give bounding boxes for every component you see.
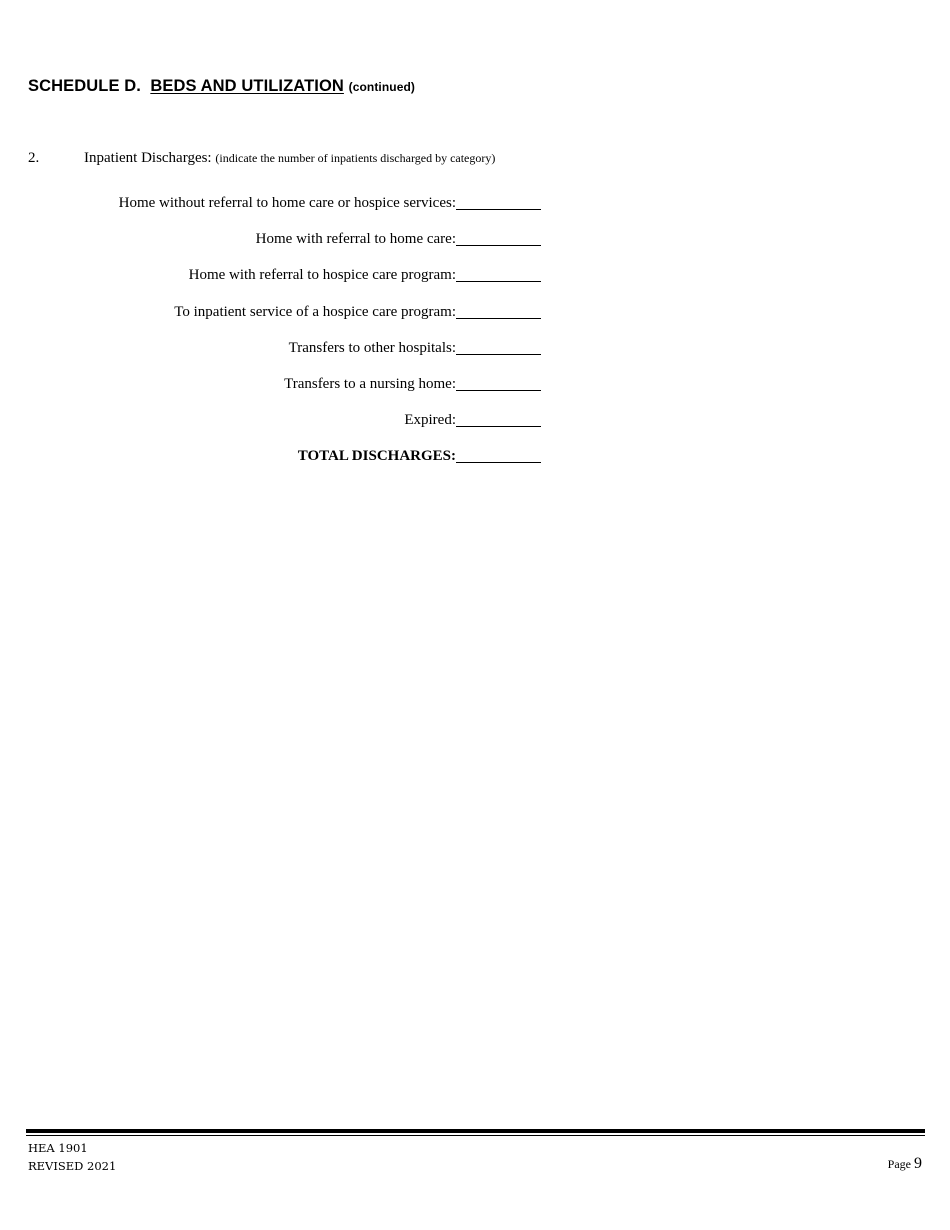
- page-indicator: [888, 1155, 922, 1173]
- discharge-row-hospice-referral: [0, 264, 541, 300]
- item-title-text: Inpatient Discharges:: [84, 150, 212, 166]
- total-discharges-field[interactable]: [456, 445, 541, 463]
- discharge-count-field[interactable]: [456, 373, 541, 391]
- schedule-title: BEDS AND UTILIZATION: [150, 77, 344, 95]
- discharge-row-inpatient-hospice: [0, 301, 541, 337]
- discharge-count-field[interactable]: [456, 337, 541, 355]
- row-label: Expired:: [404, 412, 456, 429]
- discharge-count-field[interactable]: [456, 192, 541, 210]
- form-id: HEA 1901: [28, 1141, 88, 1155]
- item-title: [84, 150, 495, 167]
- discharge-count-field[interactable]: [456, 301, 541, 319]
- discharge-count-field[interactable]: [456, 228, 541, 246]
- row-label: Home without referral to home care or hospice services:: [118, 195, 456, 211]
- discharge-row-transfer-nursing-home: [0, 373, 541, 409]
- row-label: To inpatient service of a hospice care program:: [174, 303, 456, 320]
- item-number: 2.: [28, 150, 40, 166]
- discharge-form-list: [0, 192, 541, 482]
- row-label-total: TOTAL DISCHARGES:: [297, 448, 456, 465]
- item-instruction-note: (indicate the number of inpatients discharged by category): [215, 151, 496, 165]
- discharge-row-transfer-hospitals: [0, 337, 541, 373]
- footer-form-info: [28, 1139, 116, 1175]
- discharge-row-home-care-referral: [0, 228, 541, 264]
- row-label: Home with referral to home care:: [255, 231, 456, 248]
- continued-note: (continued): [348, 80, 416, 94]
- row-label: Transfers to a nursing home:: [284, 375, 456, 392]
- page-number: 9: [914, 1155, 922, 1172]
- schedule-heading: [28, 77, 415, 96]
- page-label: Page: [887, 1157, 911, 1171]
- discharge-row-total: [0, 445, 541, 481]
- discharge-row-expired: [0, 409, 541, 445]
- footer-divider-thick: [26, 1129, 925, 1133]
- discharge-row-home-no-referral: [0, 192, 541, 228]
- discharge-count-field[interactable]: [456, 264, 541, 282]
- schedule-id: SCHEDULE D.: [28, 77, 141, 95]
- row-label: Home with referral to hospice care program:: [188, 267, 456, 284]
- row-label: Transfers to other hospitals:: [288, 339, 456, 356]
- footer-divider-thin: [26, 1135, 925, 1136]
- discharge-count-field[interactable]: [456, 409, 541, 427]
- revision-date: REVISED 2021: [28, 1159, 117, 1173]
